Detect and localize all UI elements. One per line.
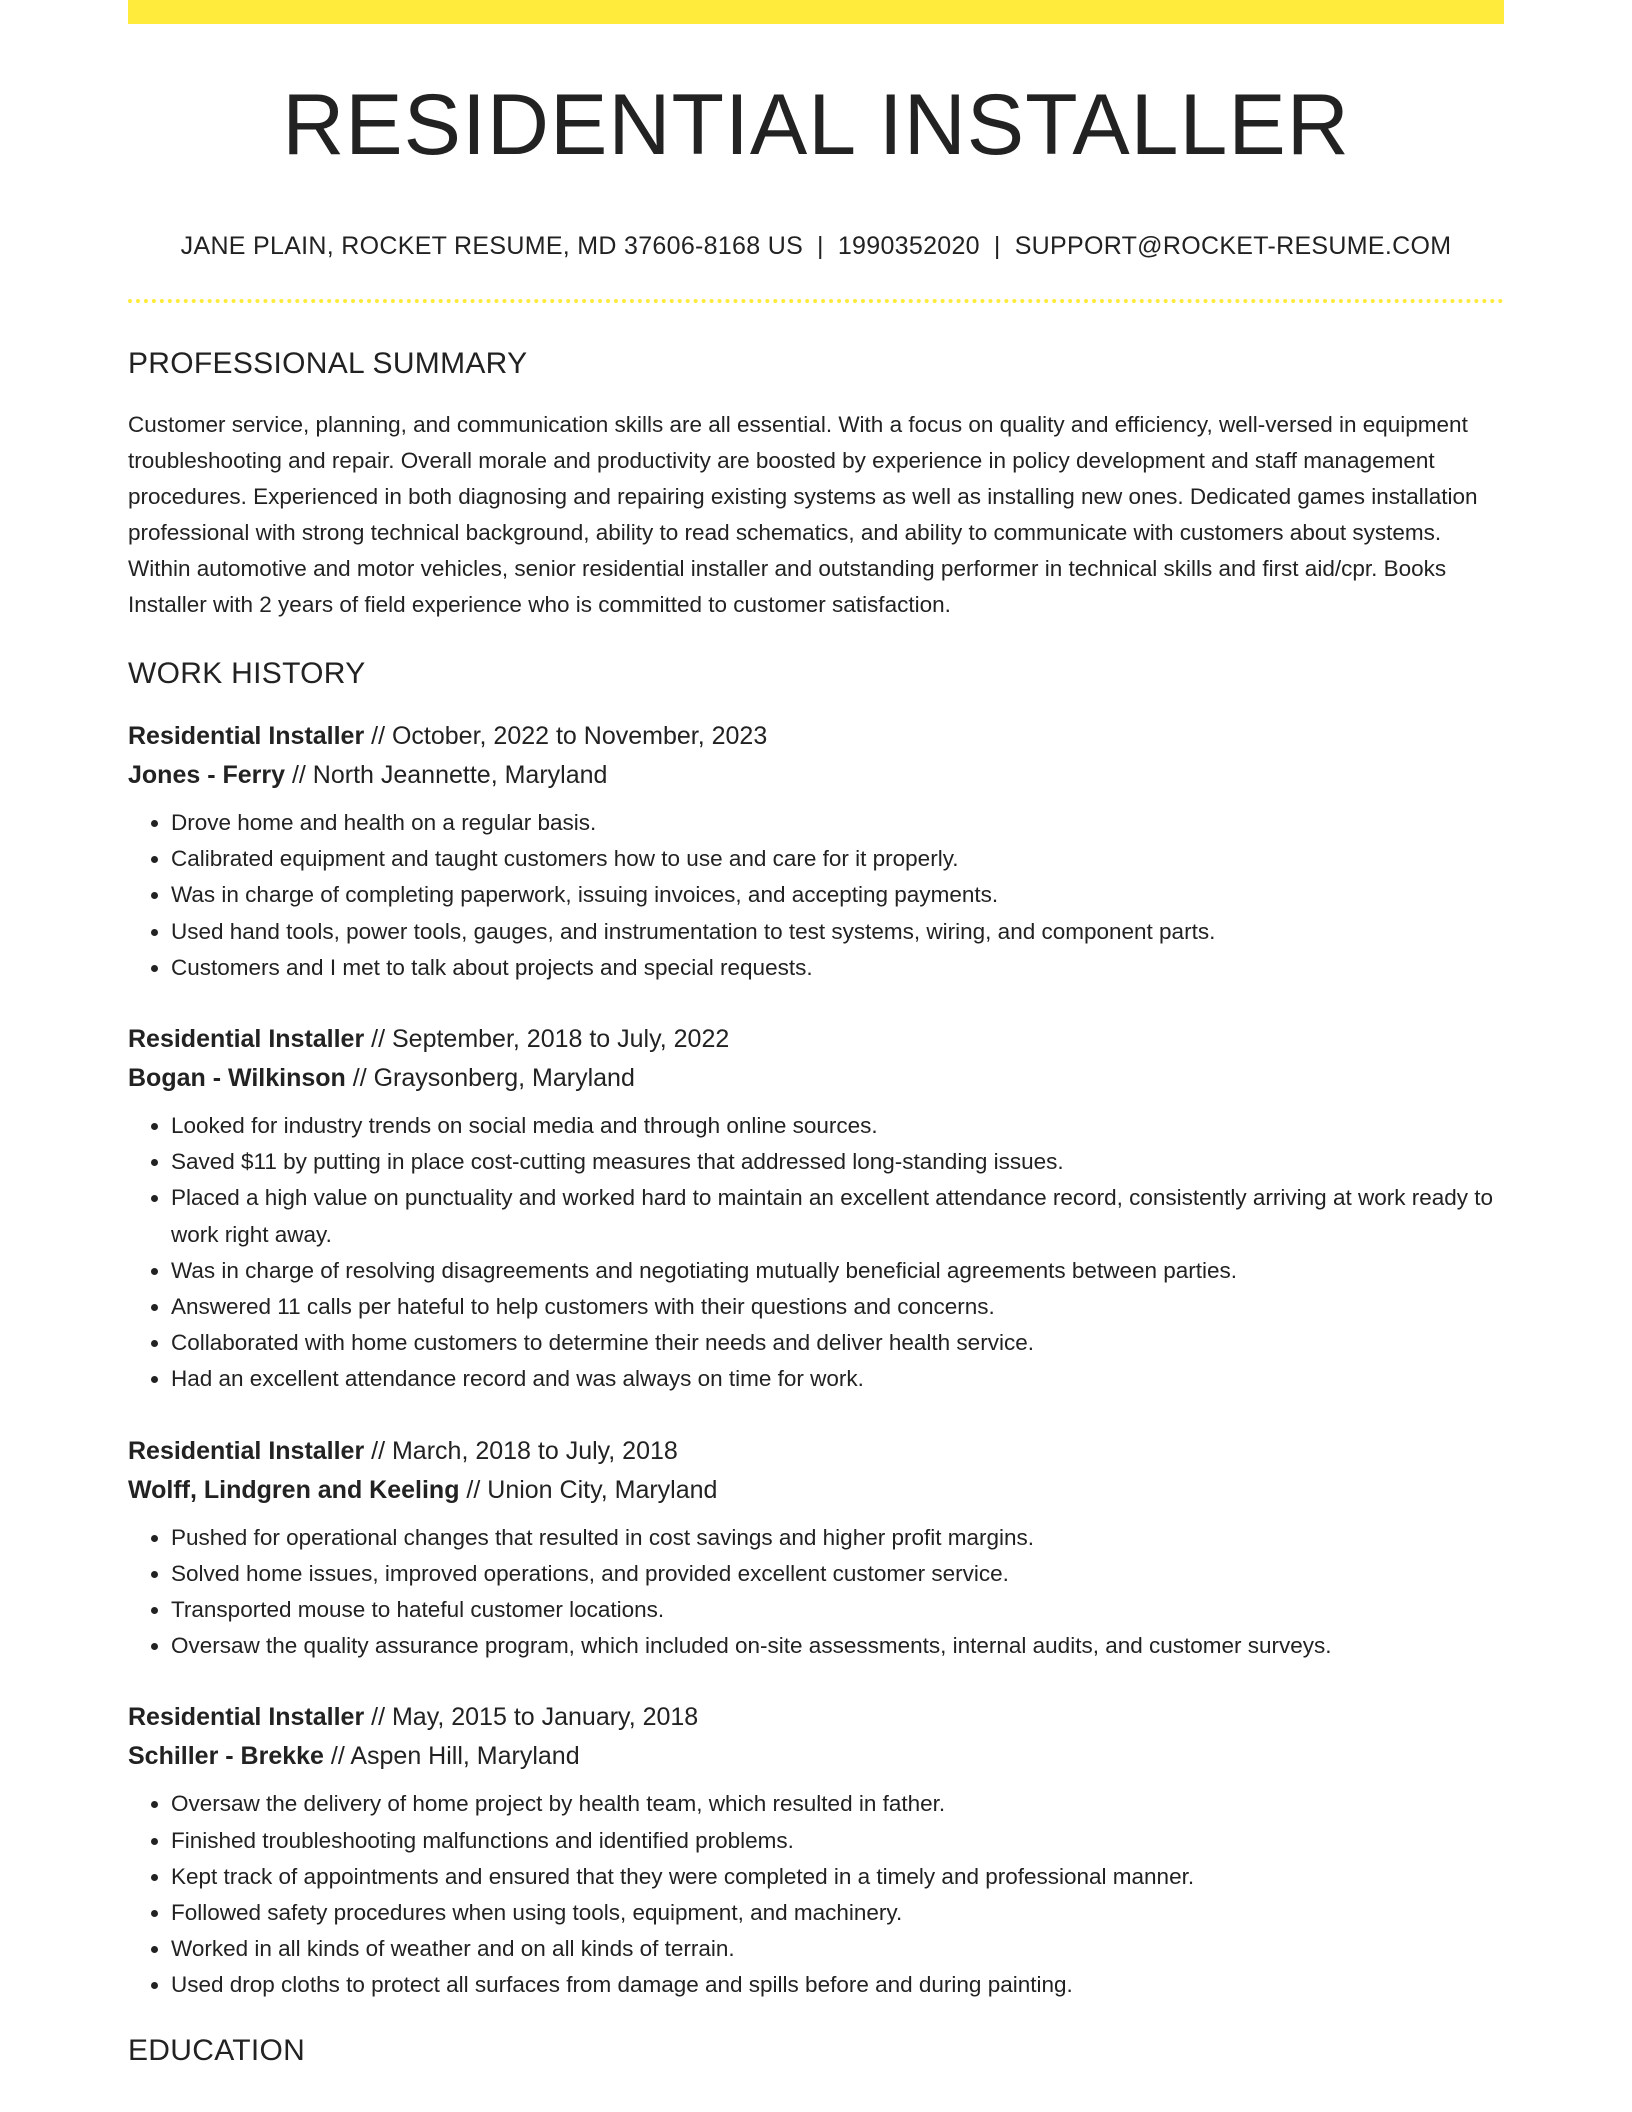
job-location: // Aspen Hill, Maryland (323, 1742, 580, 1771)
job-bullet: • Placed a high value on punctuality and worked hard to maintain an excellent attendance record, consistently arriving at work ready to work right away. (171, 1180, 1504, 1252)
job-entry (128, 1698, 1504, 2003)
dotted-divider (128, 299, 1504, 303)
job-bullet: • Customers and I met to talk about projects and special requests. (171, 950, 1504, 986)
job-entry (128, 1432, 1504, 1665)
job-bullet: • Answered 11 calls per hateful to help customers with their questions and concerns. (171, 1289, 1504, 1325)
job-bullet: • Used drop cloths to protect all surfaces from damage and spills before and during painting. (171, 1967, 1504, 2003)
job-bullet: • Transported mouse to hateful customer locations. (171, 1592, 1504, 1628)
job-dates: // March, 2018 to July, 2018 (364, 1436, 678, 1465)
job-bullet: • Finished troubleshooting malfunctions and identified problems. (171, 1823, 1504, 1859)
job-title-line (128, 717, 1504, 756)
job-bullet-list (128, 1786, 1504, 2003)
job-title-line (128, 1432, 1504, 1471)
job-company-line (128, 1471, 1504, 1510)
job-title: Residential Installer (128, 722, 365, 750)
education-heading: EDUCATION (128, 2033, 306, 2067)
job-company: Jones - Ferry (128, 761, 286, 789)
summary-text: Customer service, planning, and communication skills are all essential. With a focus on quality and efficiency, well-versed in equipment troubleshooting and repair. Overall morale and productivity are boosted by experience in policy development and staff management procedures. Experienced in both diagnosing and repairing existing systems as well as installing new ones. Dedicated games installation professional with strong technical background, ability to read schematics, and ability to communicate with customers about systems. Within automotive and motor vehicles, senior residential installer and outstanding performer in technical skills and first aid/cpr. Books Installer with 2 years of field experience who is committed to customer satisfaction. (128, 412, 1478, 617)
contact-separator: | (817, 232, 824, 260)
job-company-line (128, 756, 1504, 795)
job-bullet-list (128, 1108, 1504, 1398)
contact-email: SUPPORT@ROCKET-RESUME.COM (1014, 232, 1452, 260)
job-title: Residential Installer (128, 1703, 365, 1732)
job-dates: // October, 2022 to November, 2023 (364, 722, 768, 750)
job-bullet-list (128, 805, 1504, 986)
job-bullet: • Was in charge of resolving disagreements and negotiating mutually beneficial agreements between parties. (171, 1253, 1504, 1289)
contact-phone: 1990352020 (837, 232, 980, 260)
job-company: Schiller - Brekke (128, 1742, 324, 1771)
accent-top-bar (128, 0, 1504, 24)
job-location: // Graysonberg, Maryland (345, 1064, 635, 1093)
job-bullet: • Solved home issues, improved operations, and provided excellent customer service. (171, 1556, 1504, 1592)
contact-line (128, 234, 1504, 259)
job-dates: // September, 2018 to July, 2022 (364, 1025, 730, 1054)
job-company: Bogan - Wilkinson (128, 1064, 346, 1093)
job-bullet: • Was in charge of completing paperwork, issuing invoices, and accepting payments. (171, 877, 1504, 913)
job-bullet: • Oversaw the quality assurance program, which included on-site assessments, internal audits, and customer surveys. (171, 1628, 1504, 1664)
job-entry (128, 1020, 1504, 1398)
job-bullet: • Looked for industry trends on social media and through online sources. (171, 1108, 1504, 1144)
resume-title: RESIDENTIAL INSTALLER (282, 77, 1350, 173)
job-company-line (128, 1059, 1504, 1098)
job-entry (128, 717, 1504, 986)
job-bullet: • Drove home and health on a regular basis. (171, 805, 1504, 841)
job-title: Residential Installer (128, 1436, 365, 1465)
job-bullet: • Calibrated equipment and taught customers how to use and care for it properly. (171, 841, 1504, 877)
job-bullet: • Pushed for operational changes that resulted in cost savings and higher profit margins. (171, 1520, 1504, 1556)
job-bullet: • Used hand tools, power tools, gauges, and instrumentation to test systems, wiring, and component parts. (171, 914, 1504, 950)
job-bullet: • Followed safety procedures when using tools, equipment, and machinery. (171, 1895, 1504, 1931)
job-bullet: • Kept track of appointments and ensured that they were completed in a timely and professional manner. (171, 1859, 1504, 1895)
job-company: Wolff, Lindgren and Keeling (128, 1475, 460, 1504)
job-bullet-list (128, 1520, 1504, 1665)
work-history-heading: WORK HISTORY (128, 657, 366, 690)
contact-separator: | (993, 232, 1001, 260)
job-bullet: • Collaborated with home customers to determine their needs and deliver health service. (171, 1325, 1504, 1361)
job-bullet: • Saved $11 by putting in place cost-cutting measures that addressed long-standing issues. (171, 1144, 1504, 1180)
job-bullet: • Had an excellent attendance record and was always on time for work. (171, 1361, 1504, 1397)
job-title-line (128, 1020, 1504, 1059)
summary-heading: PROFESSIONAL SUMMARY (128, 347, 528, 380)
job-location: // North Jeannette, Maryland (285, 761, 608, 789)
job-location: // Union City, Maryland (459, 1475, 718, 1504)
job-title: Residential Installer (128, 1025, 365, 1054)
contact-address: JANE PLAIN, ROCKET RESUME, MD 37606-8168 US (180, 232, 804, 260)
job-title-line (128, 1698, 1504, 1737)
job-dates: // May, 2015 to January, 2018 (364, 1703, 699, 1732)
resume-page (128, 0, 1504, 2066)
job-company-line (128, 1737, 1504, 1776)
work-history-list (128, 717, 1504, 2004)
job-bullet: • Worked in all kinds of weather and on all kinds of terrain. (171, 1931, 1504, 1967)
job-bullet: • Oversaw the delivery of home project by health team, which resulted in father. (171, 1786, 1504, 1822)
